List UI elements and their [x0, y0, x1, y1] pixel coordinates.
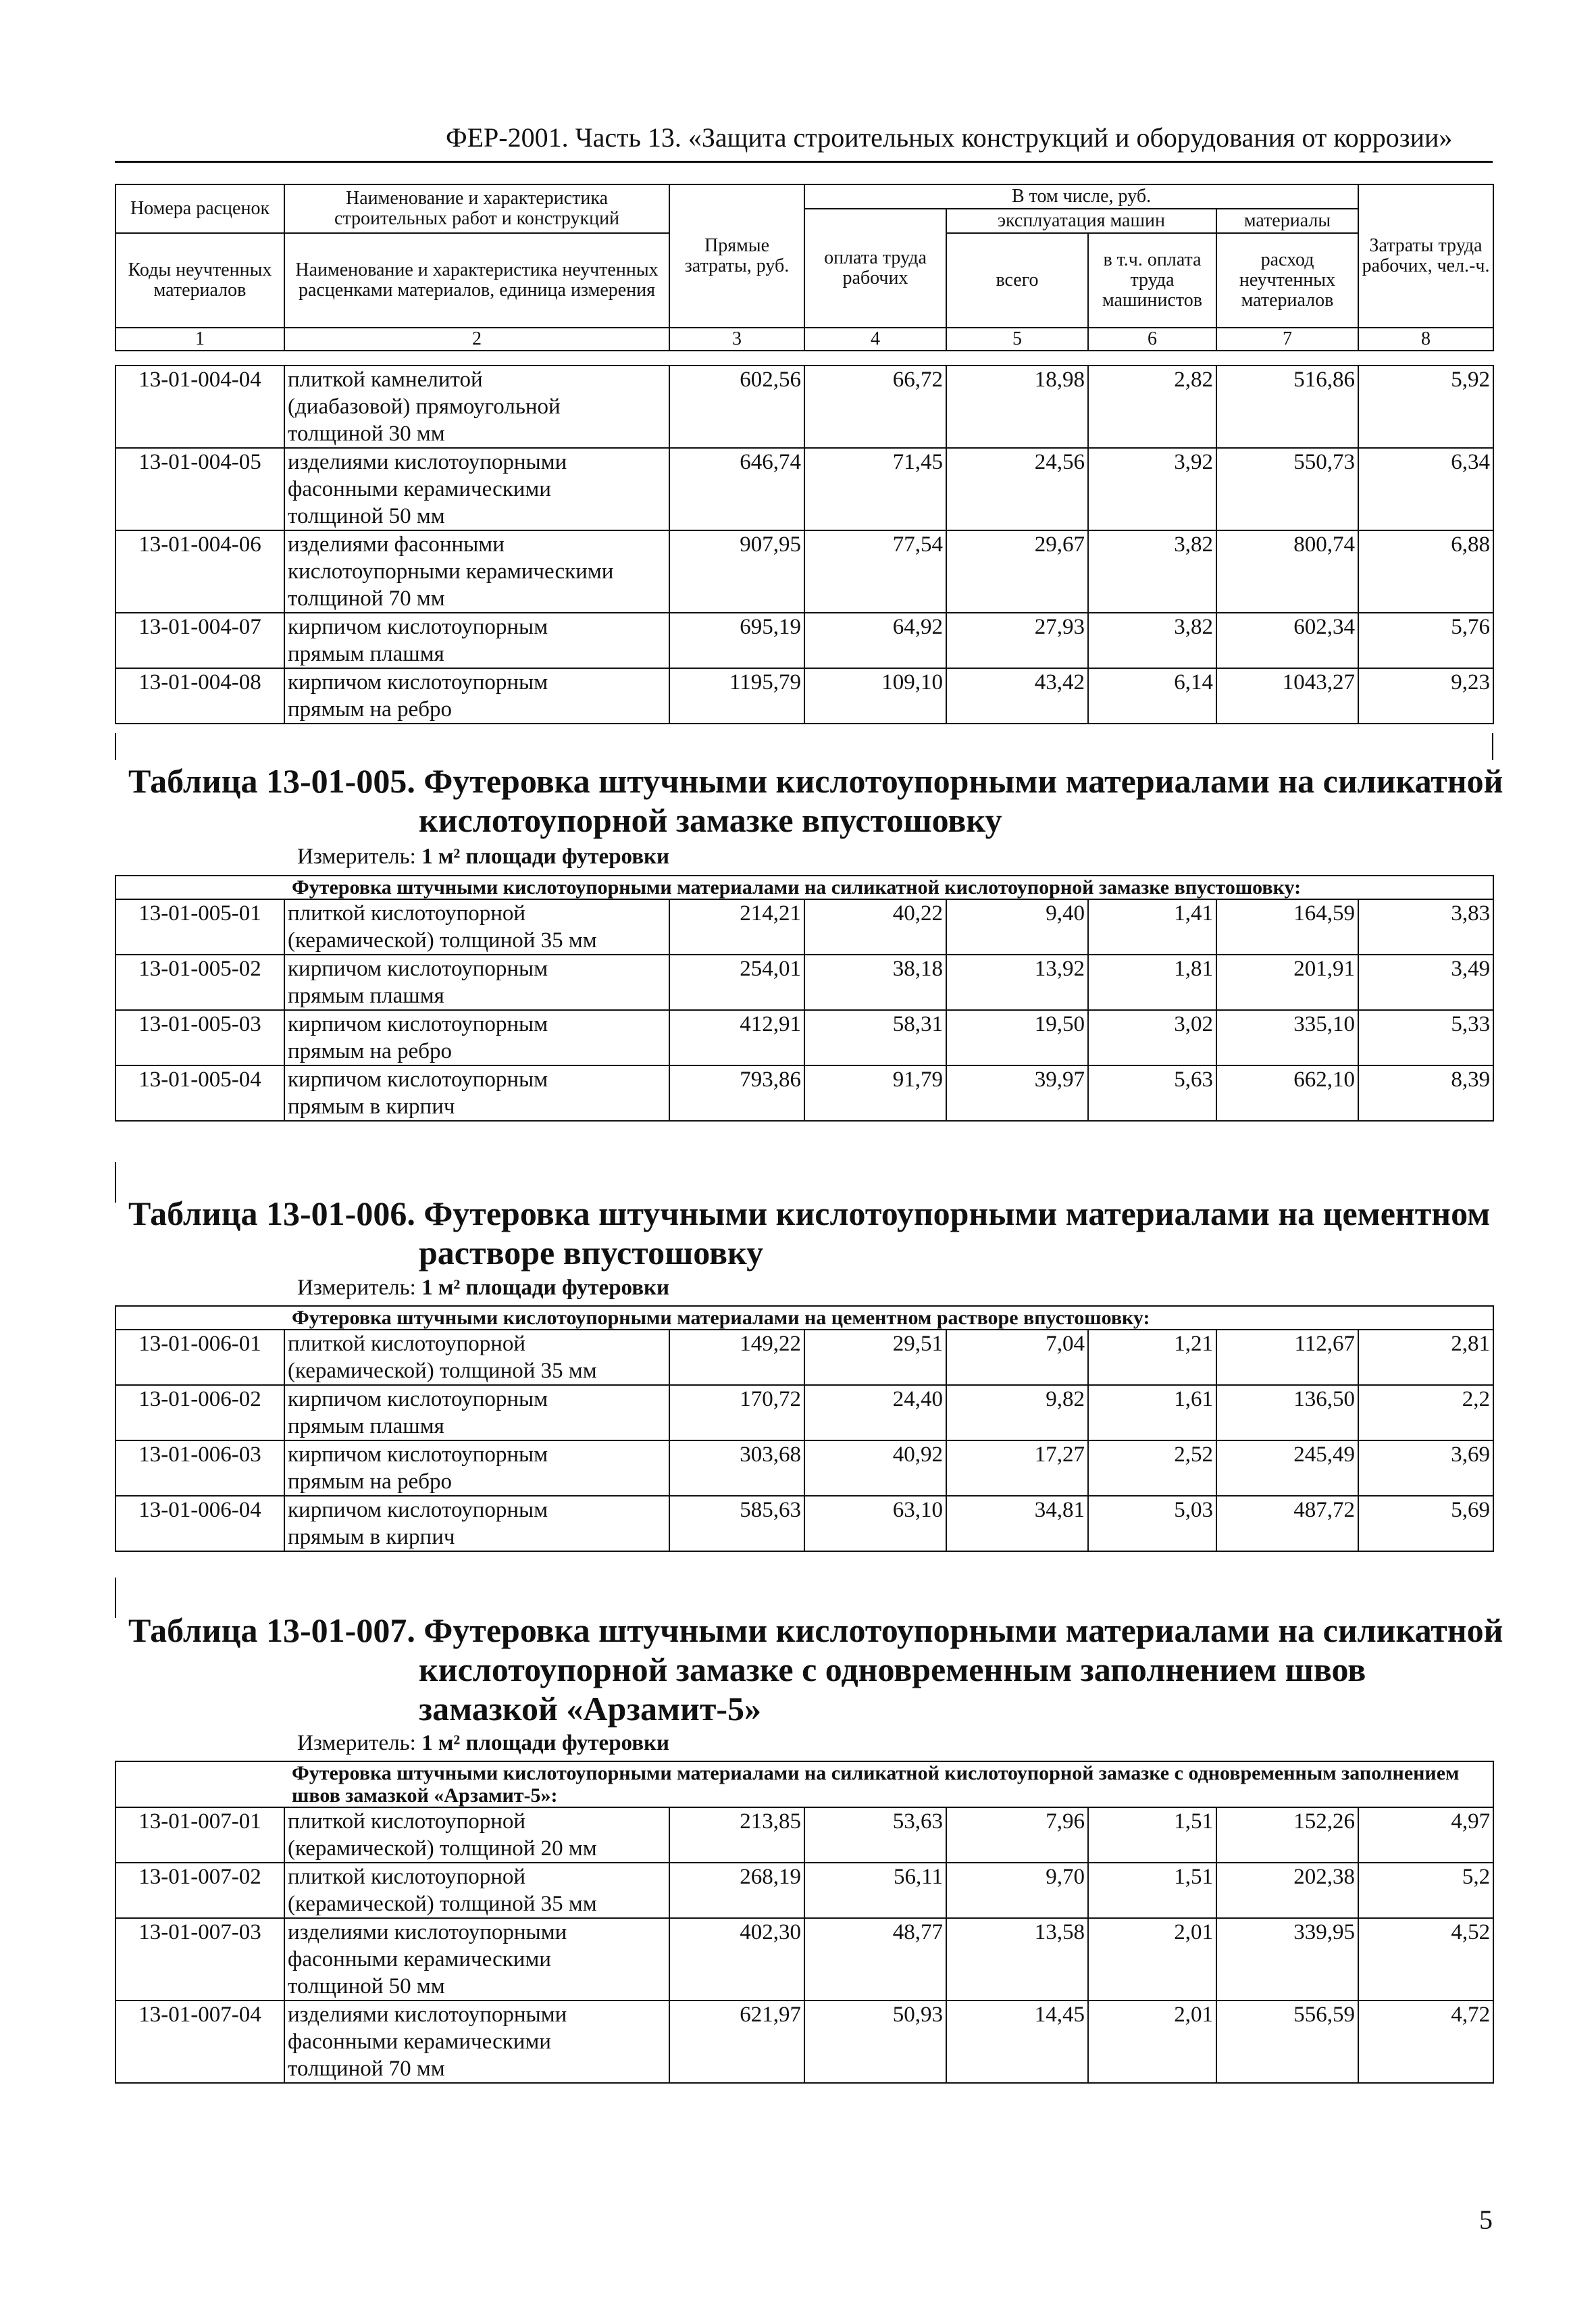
worker-wages: 91,79	[804, 1065, 946, 1121]
title-line: Таблица 13-01-005. Футеровка штучными кислотоупорными материалами на силикатной	[128, 762, 1503, 800]
machine-cost: 17,27	[946, 1440, 1088, 1496]
measurer-value: 1 м² площади футеровки	[421, 1276, 670, 1300]
work-description	[284, 1065, 669, 1121]
rate-code: 13-01-005-01	[115, 899, 284, 955]
title-line: кислотоупорной замазке впустошовку	[419, 801, 1002, 839]
column-header	[115, 184, 1493, 351]
description-line: плиткой камнелитой	[288, 368, 483, 392]
header-rule	[115, 161, 1493, 163]
description-line: изделиями фасонными	[288, 532, 505, 557]
machine-cost: 13,58	[946, 1918, 1088, 2001]
table-row	[115, 366, 1493, 448]
description-line: плиткой кислотоупорной	[288, 901, 526, 926]
direct-cost: 214,21	[669, 899, 804, 955]
page-frame-line	[115, 1578, 116, 1618]
direct-cost: 149,22	[669, 1330, 804, 1385]
table-row	[115, 1918, 1493, 2001]
col-number: 3	[669, 328, 804, 351]
worker-wages: 53,63	[804, 1807, 946, 1863]
labor-hours: 6,34	[1358, 448, 1493, 530]
direct-cost: 1195,79	[669, 668, 804, 724]
direct-cost: 793,86	[669, 1065, 804, 1121]
table-row	[115, 448, 1493, 530]
description-line: плиткой кислотоупорной	[288, 1865, 526, 1889]
section-heading: Футеровка штучными кислотоупорными материалами на силикатной кислотоупорной замазке впустошовку:	[115, 876, 1493, 899]
labor-hours: 3,69	[1358, 1440, 1493, 1496]
description-line: плиткой кислотоупорной	[288, 1809, 526, 1834]
description-line: кирпичом кислотоупорным	[288, 1387, 548, 1411]
title-line: Таблица 13-01-006. Футеровка штучными кислотоупорными материалами на цементном	[128, 1194, 1491, 1232]
col-number: 8	[1358, 328, 1493, 351]
description-line: кирпичом кислотоупорным	[288, 1442, 548, 1467]
table-006	[115, 1305, 1493, 1552]
worker-wages: 63,10	[804, 1496, 946, 1551]
worker-wages: 40,92	[804, 1440, 946, 1496]
col-name-top: Наименование и характеристика строительных работ и конструкций	[284, 184, 669, 233]
col-machines: эксплуатация машин	[946, 209, 1216, 233]
direct-cost: 402,30	[669, 1918, 804, 2001]
labor-hours: 5,2	[1358, 1863, 1493, 1918]
description-line: прямым плашмя	[288, 984, 444, 1008]
description-line: прямым в кирпич	[288, 1095, 455, 1119]
machine-cost: 24,56	[946, 448, 1088, 530]
operator-wages: 1,51	[1088, 1807, 1216, 1863]
worker-wages: 71,45	[804, 448, 946, 530]
page-header: ФЕР-2001. Часть 13. «Защита строительных конструкций и оборудования от коррозии»	[446, 122, 1453, 153]
description-line: прямым в кирпич	[288, 1525, 455, 1549]
section-row	[115, 1306, 1493, 1330]
table-row	[115, 1065, 1493, 1121]
operator-wages: 3,82	[1088, 613, 1216, 668]
work-description	[284, 530, 669, 613]
operator-wages: 2,01	[1088, 1918, 1216, 2001]
materials-cost: 136,50	[1216, 1385, 1358, 1440]
materials-cost: 164,59	[1216, 899, 1358, 955]
worker-wages: 50,93	[804, 2001, 946, 2083]
col-labor: Затраты труда рабочих, чел.-ч.	[1358, 184, 1493, 328]
operator-wages: 1,41	[1088, 899, 1216, 955]
worker-wages: 109,10	[804, 668, 946, 724]
table-row	[115, 2001, 1493, 2083]
title-line: растворе впустошовку	[419, 1234, 764, 1272]
labor-hours: 2,81	[1358, 1330, 1493, 1385]
work-description	[284, 1496, 669, 1551]
labor-hours: 5,33	[1358, 1010, 1493, 1065]
table-004-continuation	[115, 365, 1493, 724]
section-heading: Футеровка штучными кислотоупорными материалами на силикатной кислотоупорной замазке с одновременным заполнением швов замазкой «Арзамит-5»:	[115, 1761, 1493, 1807]
description-line: прямым на ребро	[288, 1039, 453, 1063]
worker-wages: 29,51	[804, 1330, 946, 1385]
table-005-title	[128, 762, 1503, 843]
rate-code: 13-01-004-04	[115, 366, 284, 448]
table-row	[115, 613, 1493, 668]
materials-cost: 245,49	[1216, 1440, 1358, 1496]
table-row	[115, 1010, 1493, 1065]
table-row	[115, 955, 1493, 1010]
machine-cost: 9,70	[946, 1863, 1088, 1918]
description-line: (керамической) толщиной 35 мм	[288, 1359, 597, 1383]
description-line: кирпичом кислотоупорным	[288, 1498, 548, 1522]
direct-cost: 213,85	[669, 1807, 804, 1863]
direct-cost: 170,72	[669, 1385, 804, 1440]
rate-code: 13-01-006-04	[115, 1496, 284, 1551]
operator-wages: 2,01	[1088, 2001, 1216, 2083]
work-description	[284, 448, 669, 530]
measurer-label: Измеритель:	[297, 845, 416, 869]
col-number: 2	[284, 328, 669, 351]
measurer-label: Измеритель:	[297, 1731, 416, 1755]
section-heading: Футеровка штучными кислотоупорными материалами на цементном растворе впустошовку:	[115, 1306, 1493, 1330]
table-row	[115, 1807, 1493, 1863]
machine-cost: 29,67	[946, 530, 1088, 613]
worker-wages: 77,54	[804, 530, 946, 613]
work-description	[284, 1863, 669, 1918]
col-direct: Прямые затраты, руб.	[669, 184, 804, 328]
description-line: кирпичом кислотоупорным	[288, 670, 548, 695]
labor-hours: 3,49	[1358, 955, 1493, 1010]
rate-code: 13-01-007-02	[115, 1863, 284, 1918]
description-line: толщиной 50 мм	[288, 504, 445, 528]
title-line: замазкой «Арзамит-5»	[419, 1690, 762, 1728]
rate-code: 13-01-006-01	[115, 1330, 284, 1385]
direct-cost: 303,68	[669, 1440, 804, 1496]
operator-wages: 1,51	[1088, 1863, 1216, 1918]
work-description	[284, 899, 669, 955]
materials-cost: 516,86	[1216, 366, 1358, 448]
measurer-value: 1 м² площади футеровки	[421, 1731, 670, 1755]
col-machines-total: всего	[946, 233, 1088, 328]
direct-cost: 585,63	[669, 1496, 804, 1551]
col-number: 7	[1216, 328, 1358, 351]
work-description	[284, 1330, 669, 1385]
direct-cost: 412,91	[669, 1010, 804, 1065]
work-description	[284, 1807, 669, 1863]
description-line: плиткой кислотоупорной	[288, 1332, 526, 1356]
col-number: 1	[115, 328, 284, 351]
rate-code: 13-01-007-01	[115, 1807, 284, 1863]
description-line: толщиной 50 мм	[288, 1974, 445, 1998]
operator-wages: 3,02	[1088, 1010, 1216, 1065]
operator-wages: 1,21	[1088, 1330, 1216, 1385]
materials-cost: 152,26	[1216, 1807, 1358, 1863]
page-frame-line	[1492, 733, 1493, 760]
worker-wages: 56,11	[804, 1863, 946, 1918]
page-frame-line	[115, 1162, 116, 1203]
description-line: изделиями кислотоупорными	[288, 450, 567, 474]
title-line: Таблица 13-01-007. Футеровка штучными кислотоупорными материалами на силикатной	[128, 1611, 1503, 1649]
table-005-measurer	[297, 845, 669, 870]
page-number: 5	[1479, 2205, 1493, 2235]
machine-cost: 7,96	[946, 1807, 1088, 1863]
materials-cost: 112,67	[1216, 1330, 1358, 1385]
measurer-value: 1 м² площади футеровки	[421, 845, 670, 869]
materials-cost: 339,95	[1216, 1918, 1358, 2001]
description-line: фасонными керамическими	[288, 2030, 551, 2054]
rate-code: 13-01-005-04	[115, 1065, 284, 1121]
description-line: толщиной 30 мм	[288, 422, 445, 446]
col-machines-wages: в т.ч. оплата труда машинистов	[1088, 233, 1216, 328]
section-row	[115, 1761, 1493, 1807]
description-line: фасонными керамическими	[288, 477, 551, 501]
machine-cost: 18,98	[946, 366, 1088, 448]
work-description	[284, 1010, 669, 1065]
table-row	[115, 899, 1493, 955]
labor-hours: 2,2	[1358, 1385, 1493, 1440]
description-line: фасонными керамическими	[288, 1947, 551, 1971]
direct-cost: 646,74	[669, 448, 804, 530]
direct-cost: 621,97	[669, 2001, 804, 2083]
machine-cost: 19,50	[946, 1010, 1088, 1065]
work-description	[284, 1918, 669, 2001]
rate-code: 13-01-007-04	[115, 2001, 284, 2083]
operator-wages: 5,63	[1088, 1065, 1216, 1121]
materials-cost: 602,34	[1216, 613, 1358, 668]
rate-code: 13-01-007-03	[115, 1918, 284, 2001]
rate-code: 13-01-005-03	[115, 1010, 284, 1065]
worker-wages: 40,22	[804, 899, 946, 955]
machine-cost: 14,45	[946, 2001, 1088, 2083]
work-description	[284, 955, 669, 1010]
materials-cost: 335,10	[1216, 1010, 1358, 1065]
labor-hours: 5,76	[1358, 613, 1493, 668]
table-row	[115, 1385, 1493, 1440]
column-numbers-row	[115, 328, 1493, 351]
description-line: (керамической) толщиной 20 мм	[288, 1836, 597, 1861]
direct-cost: 254,01	[669, 955, 804, 1010]
description-line: (керамической) толщиной 35 мм	[288, 928, 597, 953]
labor-hours: 4,97	[1358, 1807, 1493, 1863]
page-frame-line	[115, 733, 116, 760]
col-code-top: Номера расценок	[115, 184, 284, 233]
col-number: 4	[804, 328, 946, 351]
machine-cost: 9,82	[946, 1385, 1088, 1440]
labor-hours: 9,23	[1358, 668, 1493, 724]
col-code-bottom: Коды неучтенных материалов	[115, 233, 284, 328]
machine-cost: 7,04	[946, 1330, 1088, 1385]
col-materials-expense: расход неучтенных материалов	[1216, 233, 1358, 328]
operator-wages: 3,82	[1088, 530, 1216, 613]
labor-hours: 5,92	[1358, 366, 1493, 448]
work-description	[284, 668, 669, 724]
table-row	[115, 1330, 1493, 1385]
description-line: кирпичом кислотоупорным	[288, 1067, 548, 1092]
description-line: толщиной 70 мм	[288, 2057, 445, 2081]
description-line: изделиями кислотоупорными	[288, 1920, 567, 1944]
col-number: 6	[1088, 328, 1216, 351]
work-description	[284, 1385, 669, 1440]
description-line: кирпичом кислотоупорным	[288, 957, 548, 981]
description-line: кирпичом кислотоупорным	[288, 615, 548, 639]
rate-code: 13-01-006-02	[115, 1385, 284, 1440]
operator-wages: 1,61	[1088, 1385, 1216, 1440]
description-line: прямым плашмя	[288, 642, 444, 666]
description-line: прямым на ребро	[288, 697, 453, 722]
operator-wages: 5,03	[1088, 1496, 1216, 1551]
operator-wages: 2,82	[1088, 366, 1216, 448]
worker-wages: 58,31	[804, 1010, 946, 1065]
col-including: В том числе, руб.	[804, 184, 1358, 209]
table-007	[115, 1761, 1493, 2084]
materials-cost: 550,73	[1216, 448, 1358, 530]
direct-cost: 907,95	[669, 530, 804, 613]
description-line: прямым на ребро	[288, 1469, 453, 1494]
worker-wages: 66,72	[804, 366, 946, 448]
section-row	[115, 876, 1493, 899]
machine-cost: 34,81	[946, 1496, 1088, 1551]
work-description	[284, 1440, 669, 1496]
description-line: (диабазовой) прямоугольной	[288, 395, 561, 419]
materials-cost: 662,10	[1216, 1065, 1358, 1121]
worker-wages: 48,77	[804, 1918, 946, 2001]
col-wages: оплата труда рабочих	[804, 209, 946, 328]
description-line: прямым плашмя	[288, 1414, 444, 1438]
rate-code: 13-01-004-07	[115, 613, 284, 668]
work-description	[284, 366, 669, 448]
operator-wages: 1,81	[1088, 955, 1216, 1010]
labor-hours: 8,39	[1358, 1065, 1493, 1121]
materials-cost: 556,59	[1216, 2001, 1358, 2083]
machine-cost: 39,97	[946, 1065, 1088, 1121]
labor-hours: 5,69	[1358, 1496, 1493, 1551]
labor-hours: 3,83	[1358, 899, 1493, 955]
table-007-measurer	[297, 1731, 669, 1756]
labor-hours: 4,52	[1358, 1918, 1493, 2001]
materials-cost: 1043,27	[1216, 668, 1358, 724]
col-name-bottom: Наименование и характеристика неучтенных расценками материалов, единица измерения	[284, 233, 669, 328]
col-number: 5	[946, 328, 1088, 351]
machine-cost: 27,93	[946, 613, 1088, 668]
materials-cost: 487,72	[1216, 1496, 1358, 1551]
description-line: (керамической) толщиной 35 мм	[288, 1892, 597, 1916]
table-row	[115, 1863, 1493, 1918]
description-line: кирпичом кислотоупорным	[288, 1012, 548, 1036]
materials-cost: 201,91	[1216, 955, 1358, 1010]
worker-wages: 24,40	[804, 1385, 946, 1440]
machine-cost: 43,42	[946, 668, 1088, 724]
description-line: кислотоупорными керамическими	[288, 559, 614, 584]
description-line: изделиями кислотоупорными	[288, 2003, 567, 2027]
machine-cost: 9,40	[946, 899, 1088, 955]
col-materials: материалы	[1216, 209, 1358, 233]
machine-cost: 13,92	[946, 955, 1088, 1010]
work-description	[284, 613, 669, 668]
measurer-label: Измеритель:	[297, 1276, 416, 1300]
table-005	[115, 875, 1493, 1122]
rate-code: 13-01-005-02	[115, 955, 284, 1010]
direct-cost: 268,19	[669, 1863, 804, 1918]
labor-hours: 6,88	[1358, 530, 1493, 613]
table-006-measurer	[297, 1276, 669, 1301]
table-row	[115, 530, 1493, 613]
materials-cost: 800,74	[1216, 530, 1358, 613]
table-row	[115, 1496, 1493, 1551]
direct-cost: 695,19	[669, 613, 804, 668]
worker-wages: 64,92	[804, 613, 946, 668]
operator-wages: 3,92	[1088, 448, 1216, 530]
worker-wages: 38,18	[804, 955, 946, 1010]
operator-wages: 6,14	[1088, 668, 1216, 724]
description-line: толщиной 70 мм	[288, 586, 445, 611]
table-007-title	[128, 1611, 1503, 1733]
rate-code: 13-01-004-08	[115, 668, 284, 724]
table-006-title	[128, 1194, 1491, 1276]
rate-code: 13-01-004-05	[115, 448, 284, 530]
rate-code: 13-01-004-06	[115, 530, 284, 613]
work-description	[284, 2001, 669, 2083]
labor-hours: 4,72	[1358, 2001, 1493, 2083]
direct-cost: 602,56	[669, 366, 804, 448]
materials-cost: 202,38	[1216, 1863, 1358, 1918]
title-line: кислотоупорной замазке с одновременным заполнением швов	[419, 1651, 1366, 1688]
rate-code: 13-01-006-03	[115, 1440, 284, 1496]
table-row	[115, 668, 1493, 724]
table-row	[115, 1440, 1493, 1496]
operator-wages: 2,52	[1088, 1440, 1216, 1496]
